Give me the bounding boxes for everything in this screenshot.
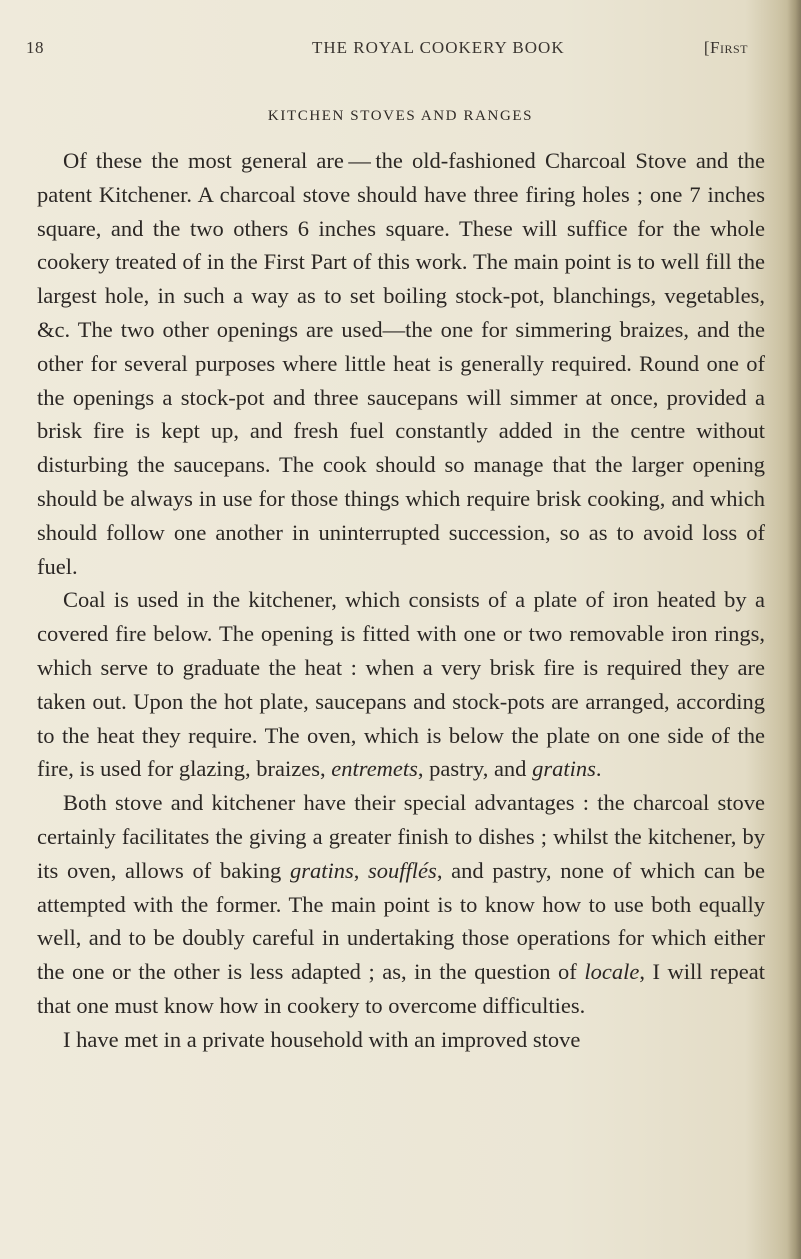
page-edge-shadow: [787, 0, 801, 1259]
italic-term: gratins: [532, 756, 596, 782]
paragraph-3: [37, 786, 765, 1023]
paragraph-1: Of these the most general are — the old-fashioned Charcoal Stove and the patent Kitchener. A charcoal stove should have three firing holes ; one 7 inches square, and the two others 6 inches square. These will suffice for the whole cookery treated of in the First Part of this work. The main point is to well fill the largest hole, in such a way as to set boiling stock-pot, blanchings, vegetables, &c. The two other openings are used—the one for simmering braizes, and the other for several purposes where little heat is generally required. Round one of the openings a stock-pot and three saucepans will simmer at once, provided a brisk fire is kept up, and fresh fuel constantly added in the centre without disturbing the saucepans. The cook should so manage that the larger opening should be always in use for those things which require brisk cooking, and which should follow one another in uninterrupted succession, so as to avoid loss of fuel.: [37, 148, 765, 579]
paragraph-3-part-d: , I will repeat that one must know how in cookery to overcome difficulties.: [37, 959, 766, 1018]
paragraph-2-part-c: .: [595, 756, 602, 782]
section-label: [First: [703, 38, 748, 57]
italic-term: entremets: [331, 756, 418, 782]
section-heading: KITCHEN STOVES AND RANGES: [267, 108, 534, 124]
paragraph-3-part-b: ,: [353, 857, 360, 883]
paragraph-2: [37, 583, 765, 786]
paragraph-2-part-b: , pastry, and: [417, 756, 527, 782]
paragraph-3-part-c: , and pastry, none of which can be attempted with the former. The main point is to know how to use both equally well, and to be doubly careful in undertaking those operations for which either the one or the other is less adapted ; as, in the question of: [37, 857, 766, 985]
body-text: [37, 144, 765, 1057]
page-number: 18: [26, 38, 44, 57]
italic-term: locale: [584, 959, 640, 985]
running-head: [26, 38, 748, 60]
book-title: THE ROYAL COOKERY BOOK: [312, 38, 565, 57]
italic-term: soufflés: [368, 857, 437, 883]
paragraph-3-part-a: Both stove and kitchener have their special advantages : the charcoal stove certainly facilitates the giving a greater finish to dishes ; whilst the kitchener, by its oven, allows of baking: [37, 790, 765, 883]
italic-term: gratins: [289, 857, 354, 883]
paragraph-4: I have met in a private household with an improved stove: [63, 1026, 581, 1052]
paragraph-2-part-a: Coal is used in the kitchener, which consists of a plate of iron heated by a covered fire below. The opening is fitted with one or two removable iron rings, which serve to graduate the heat : when a very brisk fire is required they are taken out. Upon the hot plate, saucepans and stock-pots are arranged, according to the heat they require. The oven, which is below the plate on one side of the fire, is used for glazing, braizes,: [37, 587, 765, 782]
